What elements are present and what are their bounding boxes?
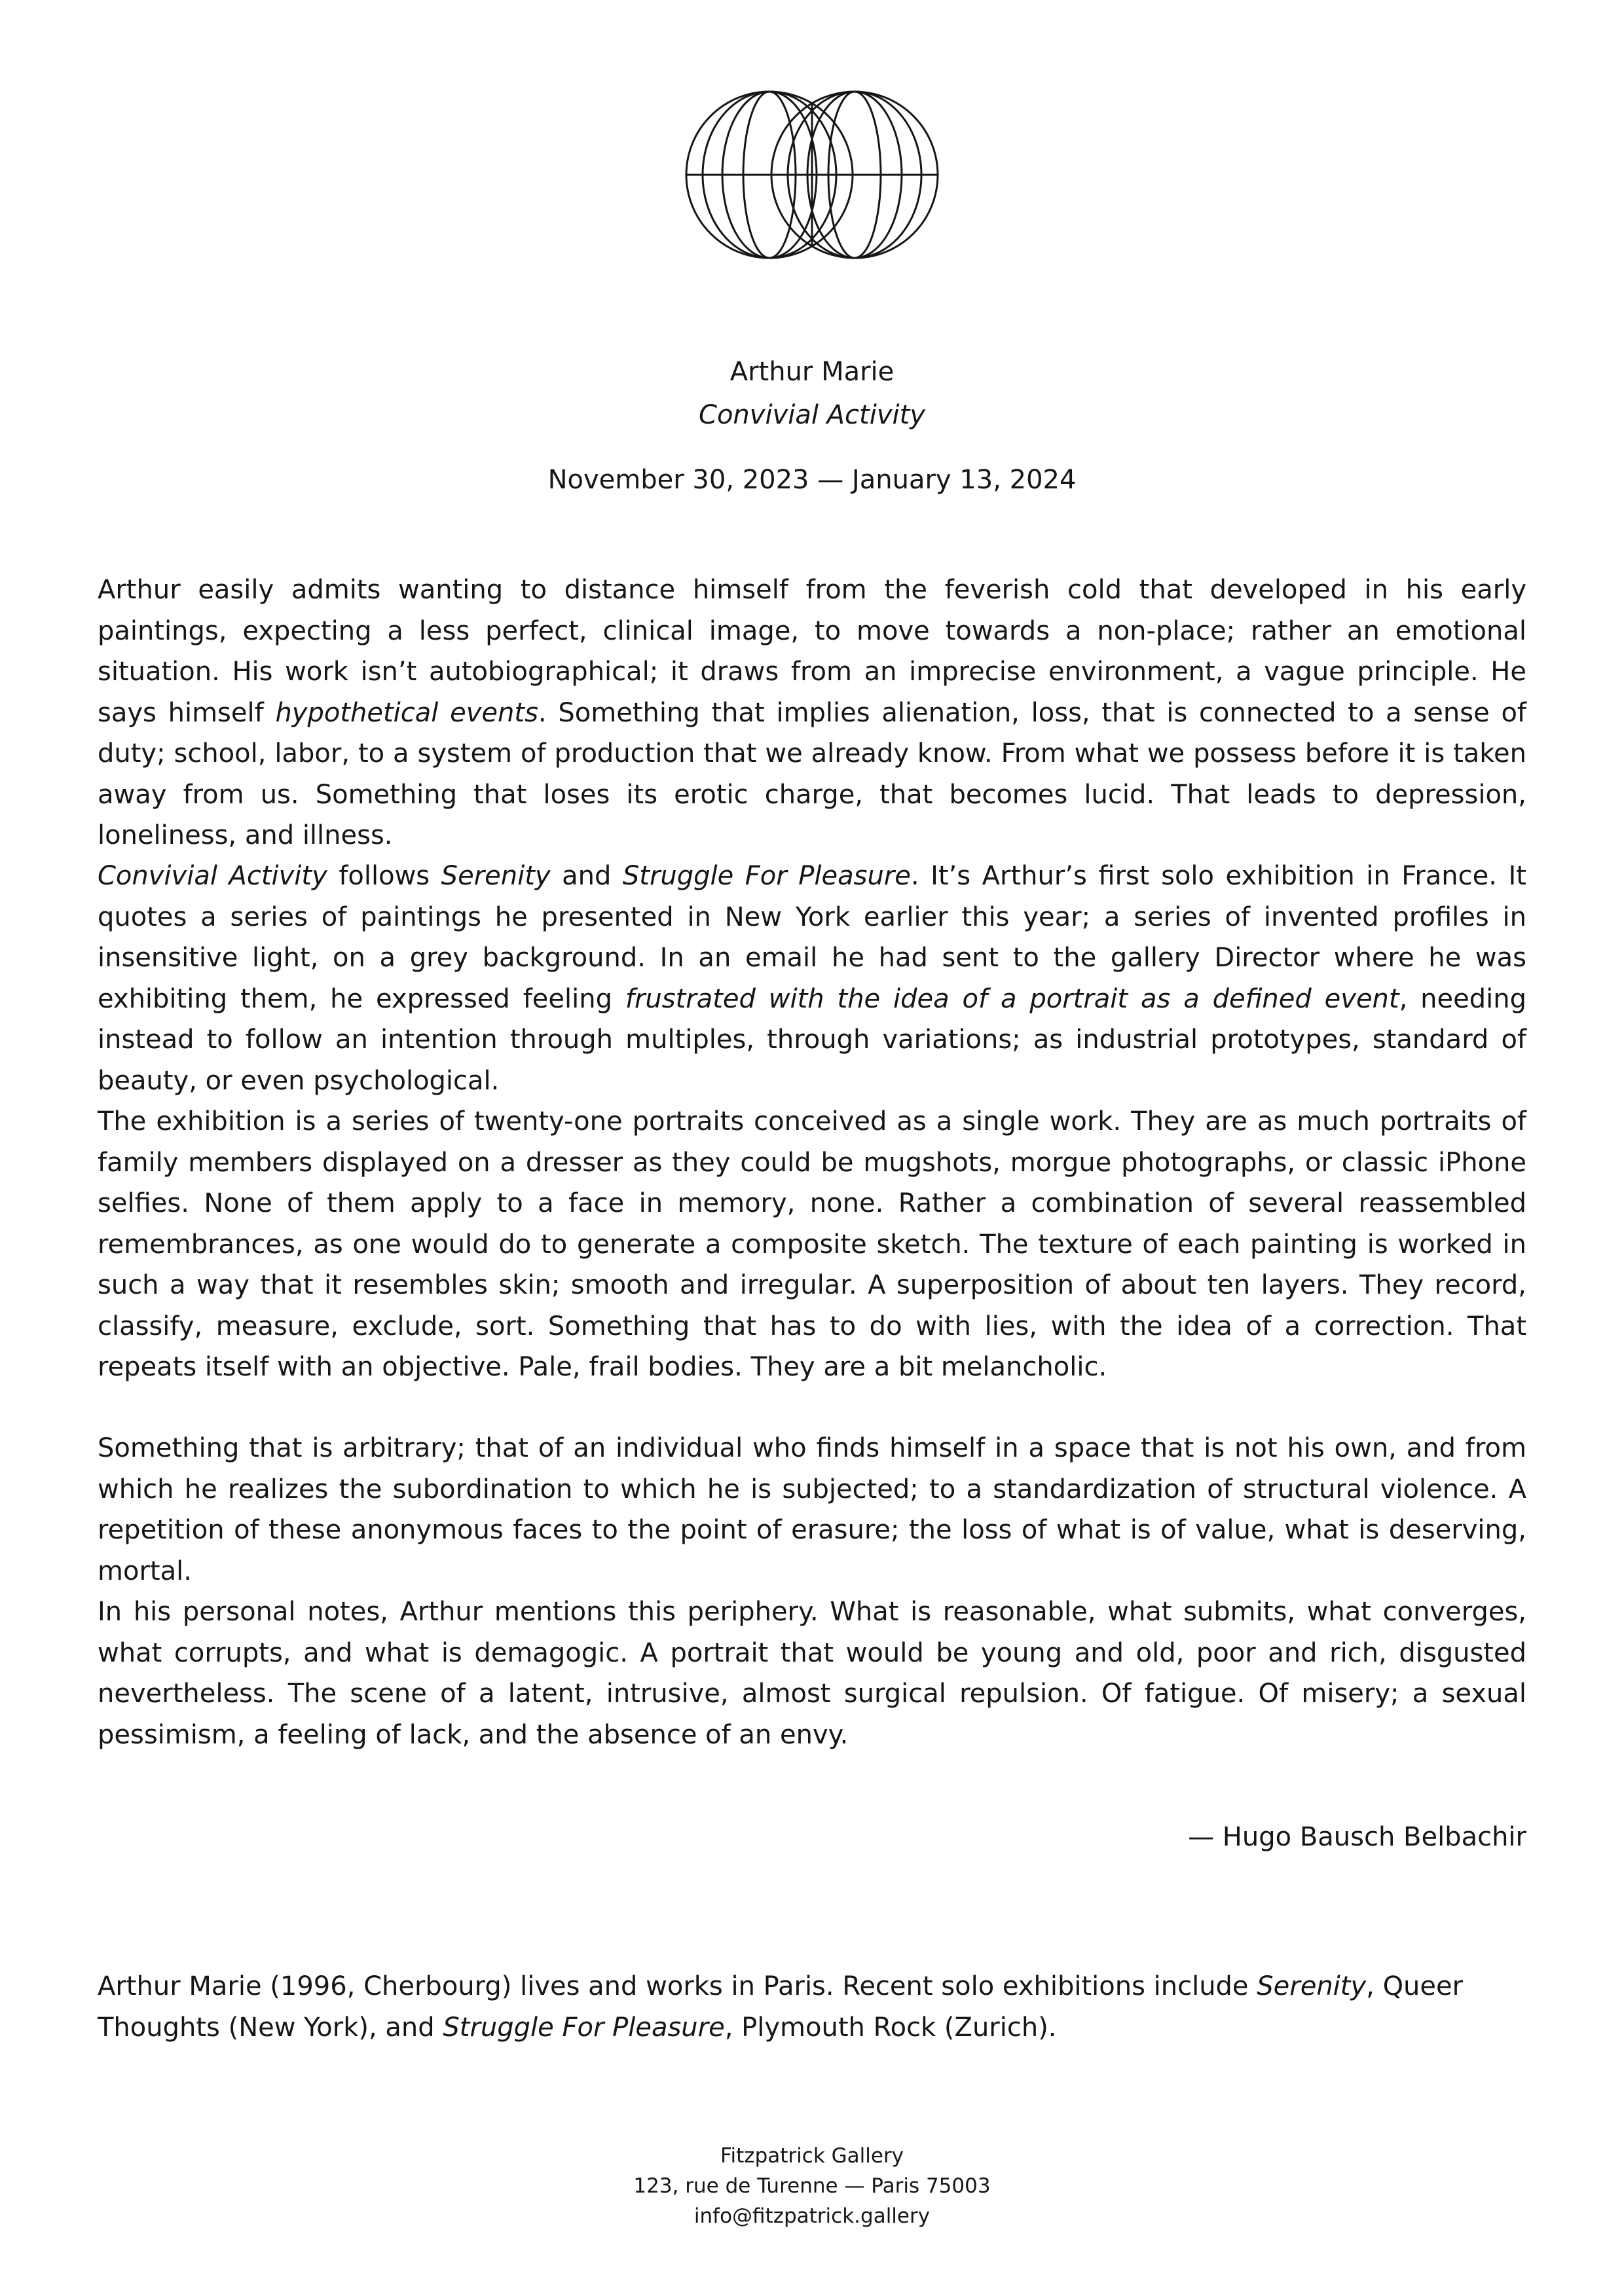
italic-text: Serenity <box>441 861 551 891</box>
italic-text: hypothetical events <box>275 697 538 728</box>
gallery-email[interactable]: info@fitzpatrick.gallery <box>693 2204 931 2228</box>
essay-signature: — Hugo Bausch Belbachir <box>1188 1822 1526 1852</box>
italic-text: frustrated with the idea of a portrait as a defined event <box>625 983 1399 1014</box>
essay-paragraph: The exhibition is a series of twenty-one portraits conceived as a single work. They are as much portraits of family members displayed on a dresser as they could be mugshots, morgue photographs, or classic iPhone selfies. None of them apply to a face in memory, none. Rather a combination of several reassembled remembrances, as one would do to generate a composite sketch. The texture of each painting is worked in such a way that it resembles skin; smooth and irregular. A superposition of about ten layers. They record, classify, measure, exclude, sort. Something that has to do with lies, with the idea of a correction. That repeats itself with an objective. Pale, frail bodies. They are a bit melancholic. <box>98 1106 1526 1382</box>
italic-text: Convivial Activity <box>98 861 327 891</box>
gallery-name: Fitzpatrick Gallery <box>720 2144 904 2168</box>
essay-paragraph: Something that is arbitrary; that of an individual who finds himself in a space that is not his own, and from which he realizes the subordination to which he is subjected; to a standardization of structural violence. A repetition of these anonymous faces to the point of erasure; the loss of what is of value, what is deserving, mortal. <box>98 1433 1526 1586</box>
essay-paragraph: Convivial Activity follows Serenity and Struggle For Pleasure. It’s Arthur’s first solo exhibition in France. It quotes a series of paintings he presented in New York earlier this year; a series of invented profiles in insensitive light, on a grey background. In an email he had sent to the gallery Director where he was exhibiting them, he expressed feeling frustrated with the idea of a portrait as a defined event, needing instead to follow an intention through multiples, through variations; as industrial prototypes, standard of beauty, or even psychological. <box>98 861 1527 1096</box>
artist-name: Arthur Marie <box>729 357 895 387</box>
exhibition-dates: November 30, 2023 — January 13, 2024 <box>547 465 1077 495</box>
exhibition-title: Convivial Activity <box>699 400 925 430</box>
double-globe-logo-icon <box>678 88 946 262</box>
gallery-address: 123, rue de Turenne — Paris 75003 <box>633 2174 991 2198</box>
italic-text: Struggle For Pleasure <box>622 861 911 891</box>
italic-text: Struggle For Pleasure <box>443 2012 725 2043</box>
essay-paragraph: In his personal notes, Arthur mentions this periphery. What is reasonable, what submits, what converges, what corrupts, and what is demagogic. A portrait that would be young and old, poor and rich, disgusted nevertheless. The scene of a latent, intrusive, almost surgical repulsion. Of fatigue. Of misery; a sexual pessimism, a feeling of lack, and the absence of an envy. <box>98 1597 1526 1750</box>
essay-paragraph: Arthur easily admits wanting to distance himself from the feverish cold that developed in his early paintings, expecting a less perfect, clinical image, to move towards a non-place; rather an emotional situation. His work isn’t autobiographical; it draws from an imprecise environment, a vague principle. He says himself hypothetical events. Something that implies alienation, loss, that is connected to a sense of duty; school, labor, to a system of production that we already know. From what we possess before it is taken away from us. Something that loses its erotic charge, that becomes lucid. That leads to depression, loneliness, and illness. <box>98 575 1526 850</box>
artist-bio: Arthur Marie (1996, Cherbourg) lives and works in Paris. Recent solo exhibitions include Serenity, Queer Thoughts (New York), and Struggle For Pleasure, Plymouth Rock (Zurich). <box>98 1971 1464 2043</box>
italic-text: Serenity <box>1257 1971 1367 2001</box>
